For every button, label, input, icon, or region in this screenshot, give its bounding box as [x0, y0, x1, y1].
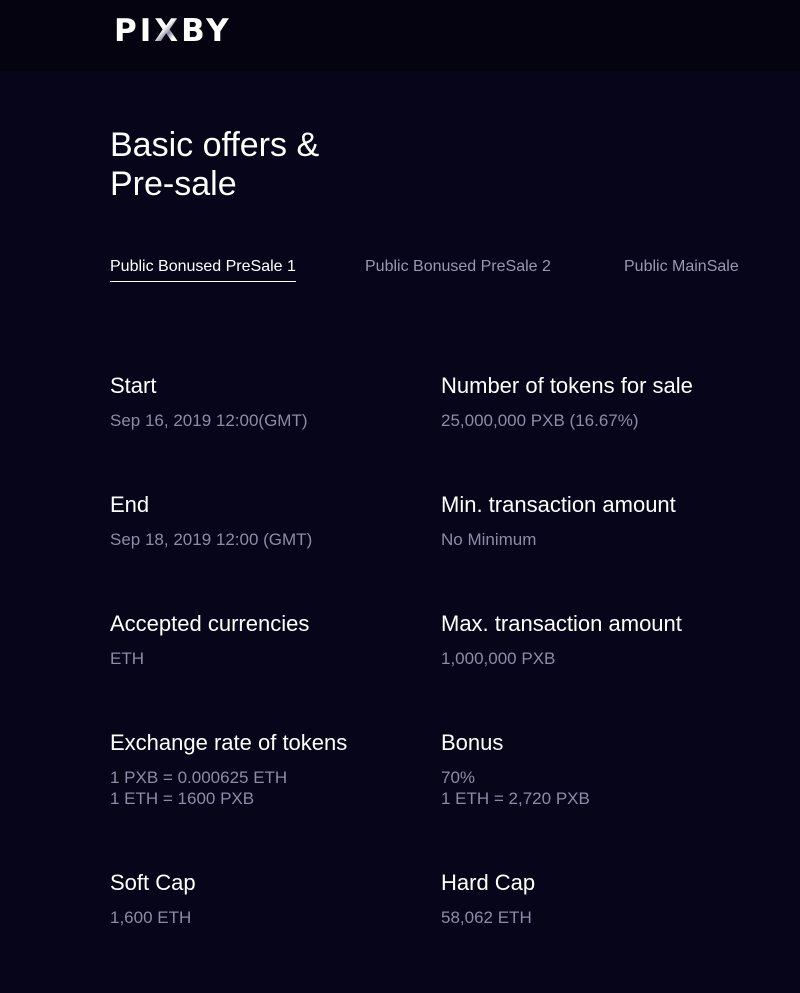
hard-cap-info [441, 869, 761, 928]
logo-text-x: X [154, 13, 182, 49]
tab-public-mainsale[interactable]: Public MainSale [624, 258, 739, 275]
bonus-label: Bonus [441, 730, 504, 755]
exchange-rate-value [110, 767, 430, 809]
bonus-line-1: 70% [441, 768, 476, 787]
logo-text-suffix: BY [181, 13, 232, 49]
hard-cap-value: 58,062 ETH [441, 908, 532, 927]
soft-cap-label: Soft Cap [110, 870, 196, 895]
end-label: End [110, 492, 150, 517]
tokens-for-sale-label: Number of tokens for sale [441, 373, 693, 398]
tab-public-bonused-presale-1[interactable]: Public Bonused PreSale 1 [110, 256, 296, 282]
exchange-rate-line-2: 1 ETH = 1600 PXB [110, 789, 255, 808]
max-transaction-value: 1,000,000 PXB [441, 649, 556, 668]
logo-text-prefix: PI [114, 13, 155, 49]
tokens-for-sale-info [441, 372, 761, 431]
accepted-currencies-label: Accepted currencies [110, 611, 310, 636]
soft-cap-value: 1,600 ETH [110, 908, 192, 927]
max-transaction-label: Max. transaction amount [441, 611, 682, 636]
top-header [0, 0, 800, 71]
bonus-value [441, 767, 761, 809]
start-info [110, 372, 430, 431]
exchange-rate-line-1: 1 PXB = 0.000625 ETH [110, 768, 288, 787]
pixby-logo[interactable] [114, 12, 232, 50]
page-title: Basic offers & Pre-sale [110, 126, 320, 203]
start-label: Start [110, 373, 157, 398]
tokens-for-sale-value: 25,000,000 PXB (16.67%) [441, 411, 639, 430]
accepted-currencies-info [110, 610, 430, 669]
accepted-currencies-value: ETH [110, 649, 144, 668]
start-value: Sep 16, 2019 12:00(GMT) [110, 411, 308, 430]
exchange-rate-info [110, 729, 430, 809]
sale-tabs [110, 256, 770, 286]
min-transaction-label: Min. transaction amount [441, 492, 676, 517]
bonus-info [441, 729, 761, 809]
max-transaction-info [441, 610, 761, 669]
min-transaction-info [441, 491, 761, 550]
soft-cap-info [110, 869, 430, 928]
min-transaction-value: No Minimum [441, 530, 537, 549]
end-info [110, 491, 430, 550]
hard-cap-label: Hard Cap [441, 870, 536, 895]
end-value: Sep 18, 2019 12:00 (GMT) [110, 530, 313, 549]
tab-public-bonused-presale-2[interactable]: Public Bonused PreSale 2 [365, 258, 551, 275]
exchange-rate-label: Exchange rate of tokens [110, 730, 348, 755]
bonus-line-2: 1 ETH = 2,720 PXB [441, 789, 590, 808]
